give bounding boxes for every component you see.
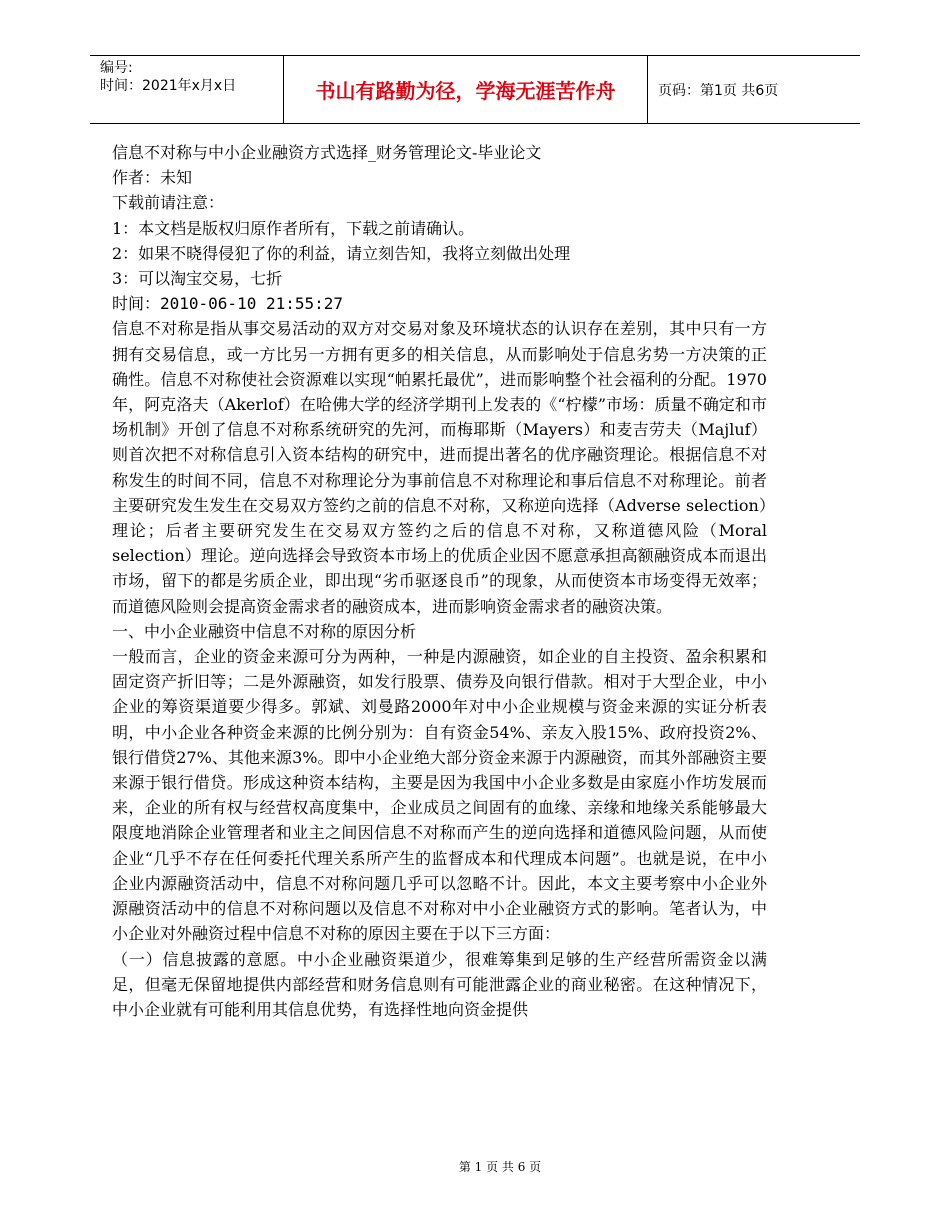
- page-footer: 第 1 页 共 6 页: [458, 1160, 542, 1174]
- header-meta: [90, 56, 283, 123]
- header-motto: 书山有路勤为径，学海无涯苦作舟: [283, 56, 648, 123]
- document-number-label: 编号:: [100, 60, 133, 76]
- body-paragraph-1: 信息不对称是指从事交易活动的双方对交易对象及环境状态的认识存在差别，其中只有一方拥有交易信息，或一方比另一方拥有更多的相关信息，从而影响处于信息劣势一方决策的正确性。信息不对称使社会资源难以实现“帕累托最优”，进而影响整个社会福利的分配。1970年，阿克洛夫（Akerlof）在哈佛大学的经济学期刊上发表的《“柠檬”市场：质量不确定和市场机制》开创了信息不对称系统研究的先河，而梅耶斯（Mayers）和麦吉劳夫（Majluf）则首次把不对称信息引入资本结构的研究中，进而提出著名的优序融资理论。根据信息不对称发生的时间不同，信息不对称理论分为事前信息不对称理论和事后信息不对称理论。前者主要研究发生发生在交易双方签约之前的信息不对称，又称逆向选择（Adverse selection）理论；后者主要研究发生在交易双方签约之后的信息不对称，又称道德风险（Moral selection）理论。逆向选择会导致资本市场上的优质企业因不愿意承担高额融资成本而退出市场，留下的都是劣质企业，即出现“劣币驱逐良币”的现象，从而使资本市场变得无效率；而道德风险则会提高资金需求者的融资成本，进而影响资金需求者的融资决策。: [112, 319, 767, 616]
- notice-item-2: 2：如果不晓得侵犯了你的利益，请立刻告知，我将立刻做出处理: [112, 243, 571, 263]
- page-header: [90, 55, 860, 124]
- download-notice-heading: 下载前请注意：: [112, 193, 225, 213]
- publish-time: 时间：2010-06-10 21:55:27: [112, 294, 344, 314]
- section-heading-1: 一、中小企业融资中信息不对称的原因分析: [112, 621, 417, 641]
- article-title: 信息不对称与中小企业融资方式选择_财务管理论文-毕业论文: [112, 143, 542, 162]
- body-paragraph-2: 一般而言，企业的资金来源可分为两种，一种是内源融资，如企业的自主投资、盈余积累和固定资产折旧等；二是外源融资，如发行股票、债券及向银行借款。相对于大型企业，中小企业的筹资渠道要少得多。郭斌、刘曼路2000年对中小企业规模与资金来源的实证分析表明，中小企业各种资金来源的比例分别为：自有资金54%、亲友入股15%、政府投资2%、银行借贷27%、其他来源3%。即中小企业绝大部分资金来源于内源融资，而其外部融资主要来源于银行借贷。形成这种资本结构，主要是因为我国中小企业多数是由家庭小作坊发展而来，企业的所有权与经营权高度集中，企业成员之间固有的血缘、亲缘和地缘关系能够最大限度地消除企业管理者和业主之间因信息不对称而产生的逆向选择和道德风险问题，从而使企业“几乎不存在任何委托代理关系所产生的监督成本和代理成本问题”。也就是说，在中小企业内源融资活动中，信息不对称问题几乎可以忽略不计。因此，本文主要考察中小企业外源融资活动中的信息不对称问题以及信息不对称对中小企业融资方式的影响。笔者认为，中小企业对外融资过程中信息不对称的原因主要在于以下三方面：: [112, 647, 767, 944]
- header-page-label: 页码：第1页 共6页: [658, 82, 779, 99]
- notice-item-3: 3：可以淘宝交易，七折: [112, 269, 283, 289]
- document-time-label: 时间：2021年x月x日: [100, 78, 237, 94]
- body-paragraph-3: （一）信息披露的意愿。中小企业融资渠道少，很难筹集到足够的生产经营所需资金以满足，但毫无保留地提供内部经营和财务信息则有可能泄露企业的商业秘密。在这种情况下，中小企业就有可能利用其信息优势，有选择性地向资金提供: [112, 949, 767, 1019]
- notice-item-1: 1：本文档是版权归原作者所有，下载之前请确认。: [112, 218, 475, 238]
- document-body: [112, 140, 767, 1022]
- article-author: 作者：未知: [112, 168, 193, 188]
